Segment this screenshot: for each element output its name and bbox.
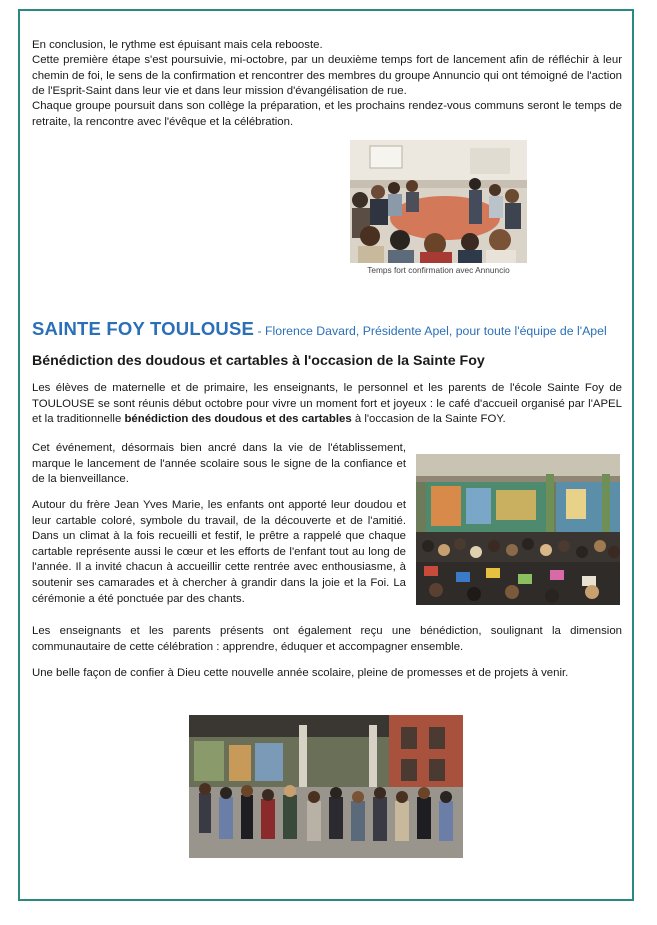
photo-blessing-ceremony (416, 454, 620, 605)
article-paragraph-5: Une belle façon de confier à Dieu cette nouvelle année scolaire, pleine de promesses et de projets à venir. (32, 667, 569, 679)
photo-confirmation-svg (350, 140, 527, 263)
photo-blessing-svg (416, 454, 620, 605)
section-title: SAINTE FOY TOULOUSE (32, 318, 255, 339)
article-paragraph-1-start: Les élèves de maternelle et de primaire, les enseignants, le personnel et les parents de l'école Sainte Foy de TOULOUSE se sont réunis début octobre pour vivre un moment fort et joyeux : le café d'accueil organisé par l'APEL et la traditionnelle (32, 382, 622, 426)
intro-paragraph-3: Chaque groupe poursuit dans son collège la préparation, et les prochains rendez-vous communs seront le temps de retraite, la rencontre avec l'évêque et la célébration. (32, 100, 622, 128)
section-title-separator: - (254, 324, 265, 338)
photo-confirmation-caption: Temps fort confirmation avec Annuncio (367, 265, 510, 275)
photo-confirmation-gathering (350, 140, 527, 263)
photo-courtyard-svg (189, 715, 463, 858)
article-paragraph-1-end: à l'occasion de la Sainte FOY. (351, 413, 506, 426)
intro-paragraph-2: Cette première étape s'est poursuivie, mi-octobre, par un deuxième temps fort de lancement afin de réfléchir à leur chemin de foi, le sens de la confirmation et rencontrer des membres du groupe Annuncio qui ont témoigné de l'action de l'Esprit-Saint dans leur vie et dans leur mission d'évangélisation de rue. (32, 54, 622, 98)
article-paragraph-1 (32, 381, 622, 428)
photo-courtyard-gathering (189, 715, 463, 858)
article-paragraph-1-bold: bénédiction des doudous et des cartables (124, 413, 352, 426)
article-paragraph-4: Les enseignants et les parents présents ont également reçu une bénédiction, soulignant la dimension communautaire de cette célébration : apprendre, éduquer et accompagner ensemble. (32, 625, 622, 653)
section-heading (32, 318, 632, 340)
article-subtitle: Bénédiction des doudous et cartables à l'occasion de la Sainte Foy (32, 353, 485, 369)
section-byline: Florence Davard, Présidente Apel, pour toute l'équipe de l'Apel (265, 324, 607, 338)
article-paragraph-3: Autour du frère Jean Yves Marie, les enfants ont apporté leur doudou et leur cartable coloré, symbole du travail, de la découverte et de l'amitié. Dans un climat à la fois recueilli et festif, le prêtre a rappelé que chaque cartable représente aussi le cœur et les efforts de l'enfant tout au long de l'année. Il a invité chacun à accueillir cette rentrée avec enthousiasme, à soutenir ses camarades et à chercher à grandir dans la joie et la Foi. La cérémonie a été ponctuée par des chants. (32, 499, 406, 605)
intro-conclusion: En conclusion, le rythme est épuisant mais cela rebooste. (32, 39, 323, 51)
article-paragraph-2: Cet événement, désormais bien ancré dans la vie de l'établissement, marque le lancement de l'année scolaire sous le signe de la confiance et de la bienveillance. (32, 442, 406, 486)
